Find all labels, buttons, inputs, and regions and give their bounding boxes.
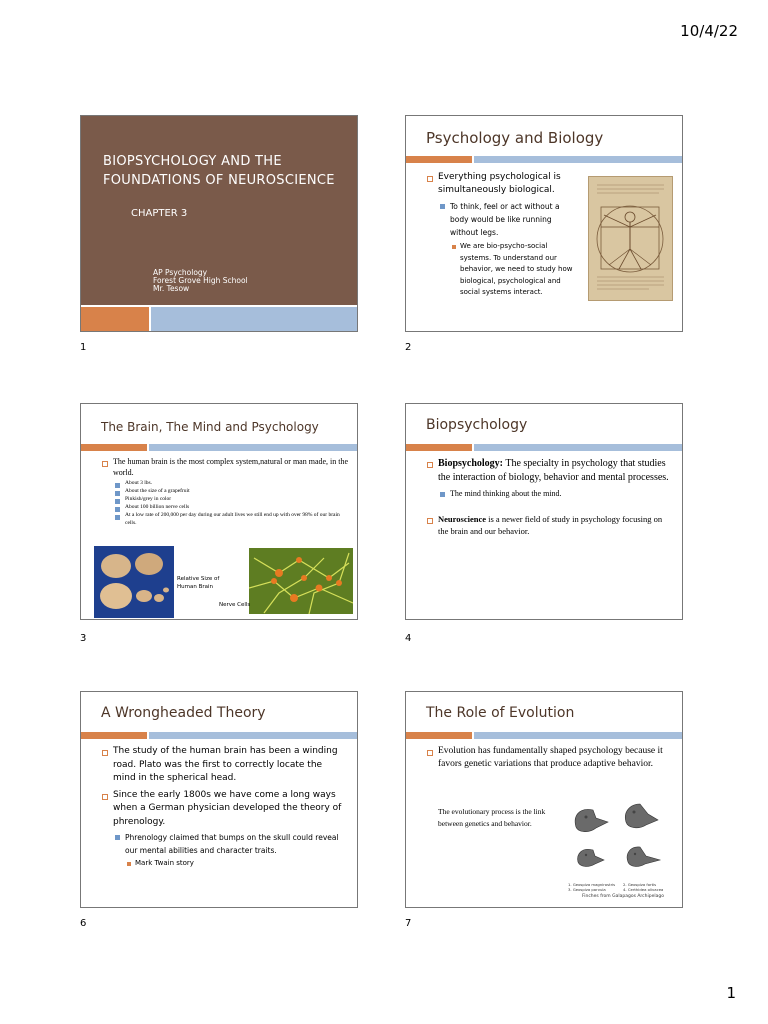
slide-1-school: Forest Grove High School [153, 276, 248, 285]
slide-1-title: BIOPSYCHOLOGY AND THE FOUNDATIONS OF NEUROSCIENCE [103, 154, 335, 188]
finch-labels [568, 882, 678, 892]
slide-3-header-bar [81, 444, 357, 451]
biopsychology-term: Biopsychology: [438, 458, 504, 469]
slide-7-bullets [426, 745, 671, 771]
nerve-cells-image [249, 548, 353, 614]
slide-2-bullet-1-text: Everything psychological is simultaneously biological. [438, 172, 561, 195]
slide-6 [80, 691, 358, 908]
slide-1-chapter: CHAPTER 3 [131, 208, 188, 219]
slide-3-subbullets [113, 479, 351, 527]
finch-label-3: 3. Geospiza parvula [568, 887, 606, 892]
slide-4-bullet-2 [426, 513, 671, 537]
slide-4-bullet-1-text: The specialty in psychology that studies the interaction of biology, behavior and mental processes. [438, 458, 669, 483]
slide-2-header-bar [406, 156, 682, 163]
slide-2-subsubbullet [450, 241, 576, 299]
slide-number-6: 6 [80, 918, 87, 929]
slide-6-bullet-1-text: The study of the human brain has been a winding road. Plato was the first to correctly locate the mind in the spherical head. [113, 746, 338, 783]
slide-6-bullet-2-text: Since the early 1800s we have come a long ways when a German physician developed the theory of phrenology. [113, 789, 342, 827]
slide-3-bullets [101, 456, 351, 527]
slide-3-bullet-1 [101, 456, 351, 527]
slide-6-subsubbullet: Mark Twain story [125, 858, 346, 869]
finch-label-2: 2. Geospiza fortis [623, 882, 657, 887]
slide-2 [405, 115, 683, 332]
slide-7-bullet-1-text: Evolution has fundamentally shaped psychology because it favors genetic variations that produce adaptive behavior. [438, 746, 663, 769]
slide-7 [405, 691, 683, 908]
slide-1-course: AP Psychology [153, 268, 208, 277]
slide-1-bottom-bar [81, 305, 357, 331]
slide-3-sub-4: About 100 billion nerve cells [113, 503, 351, 511]
slide-1 [80, 115, 358, 332]
slide-4-bullet-2-text: is a newer field of study in psychology focusing on the brain and our behavior. [438, 514, 663, 536]
slide-6-bullets [101, 745, 346, 869]
brain-size-image [94, 546, 174, 618]
slide-4-title: Biopsychology [426, 417, 528, 433]
slide-4-bullet-1 [426, 457, 671, 499]
finches-image [568, 792, 678, 904]
slide-3-sub-5: At a low rate of 200,000 per day during our adult lives we still end up with over 98% of our brain cells. [113, 511, 351, 527]
slide-7-note: The evolutionary process is the link between genetics and behavior. [438, 807, 546, 828]
slide-3 [80, 403, 358, 620]
slide-6-title: A Wrongheaded Theory [101, 705, 266, 721]
slide-4-bullets [426, 457, 671, 537]
slide-6-bullet-2 [101, 789, 346, 870]
slide-number-3: 3 [80, 633, 87, 644]
slide-3-bullet-1-text: The human brain is the most complex system,natural or man made, in the world. [113, 457, 349, 477]
brain-size-caption: Relative Size of Human Brain [177, 576, 220, 590]
slide-2-bullet-1 [426, 171, 576, 299]
slide-number-1: 1 [80, 342, 87, 353]
finch-label-1: 1. Geospiza magnirostris [568, 882, 616, 887]
slide-4 [405, 403, 683, 620]
slide-6-header-bar [81, 732, 357, 739]
slide-7-title: The Role of Evolution [426, 705, 575, 721]
slide-number-2: 2 [405, 342, 412, 353]
nerve-cells-caption: Nerve Cells [219, 602, 251, 608]
slide-1-teacher: Mr. Tesow [153, 284, 190, 293]
vitruvian-man-image [588, 176, 673, 301]
slide-7-header-bar [406, 732, 682, 739]
slide-3-sub-1: About 3 lbs. [113, 479, 351, 487]
slide-3-sub-3: Pinkish/grey in color [113, 495, 351, 503]
slide-3-title: The Brain, The Mind and Psychology [101, 420, 319, 434]
slide-2-subbullet [438, 200, 576, 299]
slide-4-subbullet: The mind thinking about the mind. [438, 488, 671, 499]
slide-6-subbullet [113, 831, 346, 869]
slide-2-title: Psychology and Biology [426, 129, 604, 147]
slide-6-subbullet-text: Phrenology claimed that bumps on the skull could reveal our mental abilities and character traits. [125, 833, 339, 855]
neuroscience-term: Neuroscience [438, 514, 486, 524]
document-date: 10/4/22 [680, 22, 738, 40]
slide-7-bullet-1 [426, 745, 671, 771]
slide-3-sub-2: About the size of a grapefruit [113, 487, 351, 495]
slide-2-subsubbullet-text: We are bio-psycho-social systems. To understand our behavior, we need to study how biological, psychological and social systems interact. [460, 242, 573, 296]
finch-label-4: 4. Certhidea olivacea [623, 887, 664, 892]
slide-1-author-block [153, 269, 248, 293]
page-number: 1 [726, 984, 736, 1002]
slide-6-bullet-1 [101, 745, 346, 786]
slide-2-bullets [426, 171, 576, 299]
slide-number-7: 7 [405, 918, 412, 929]
slide-number-4: 4 [405, 633, 412, 644]
slide-4-header-bar [406, 444, 682, 451]
slide-2-subbullet-text: To think, feel or act without a body would be like running without legs. [450, 202, 560, 237]
finch-caption: Finches from Galapagos Archipelago [581, 894, 665, 899]
